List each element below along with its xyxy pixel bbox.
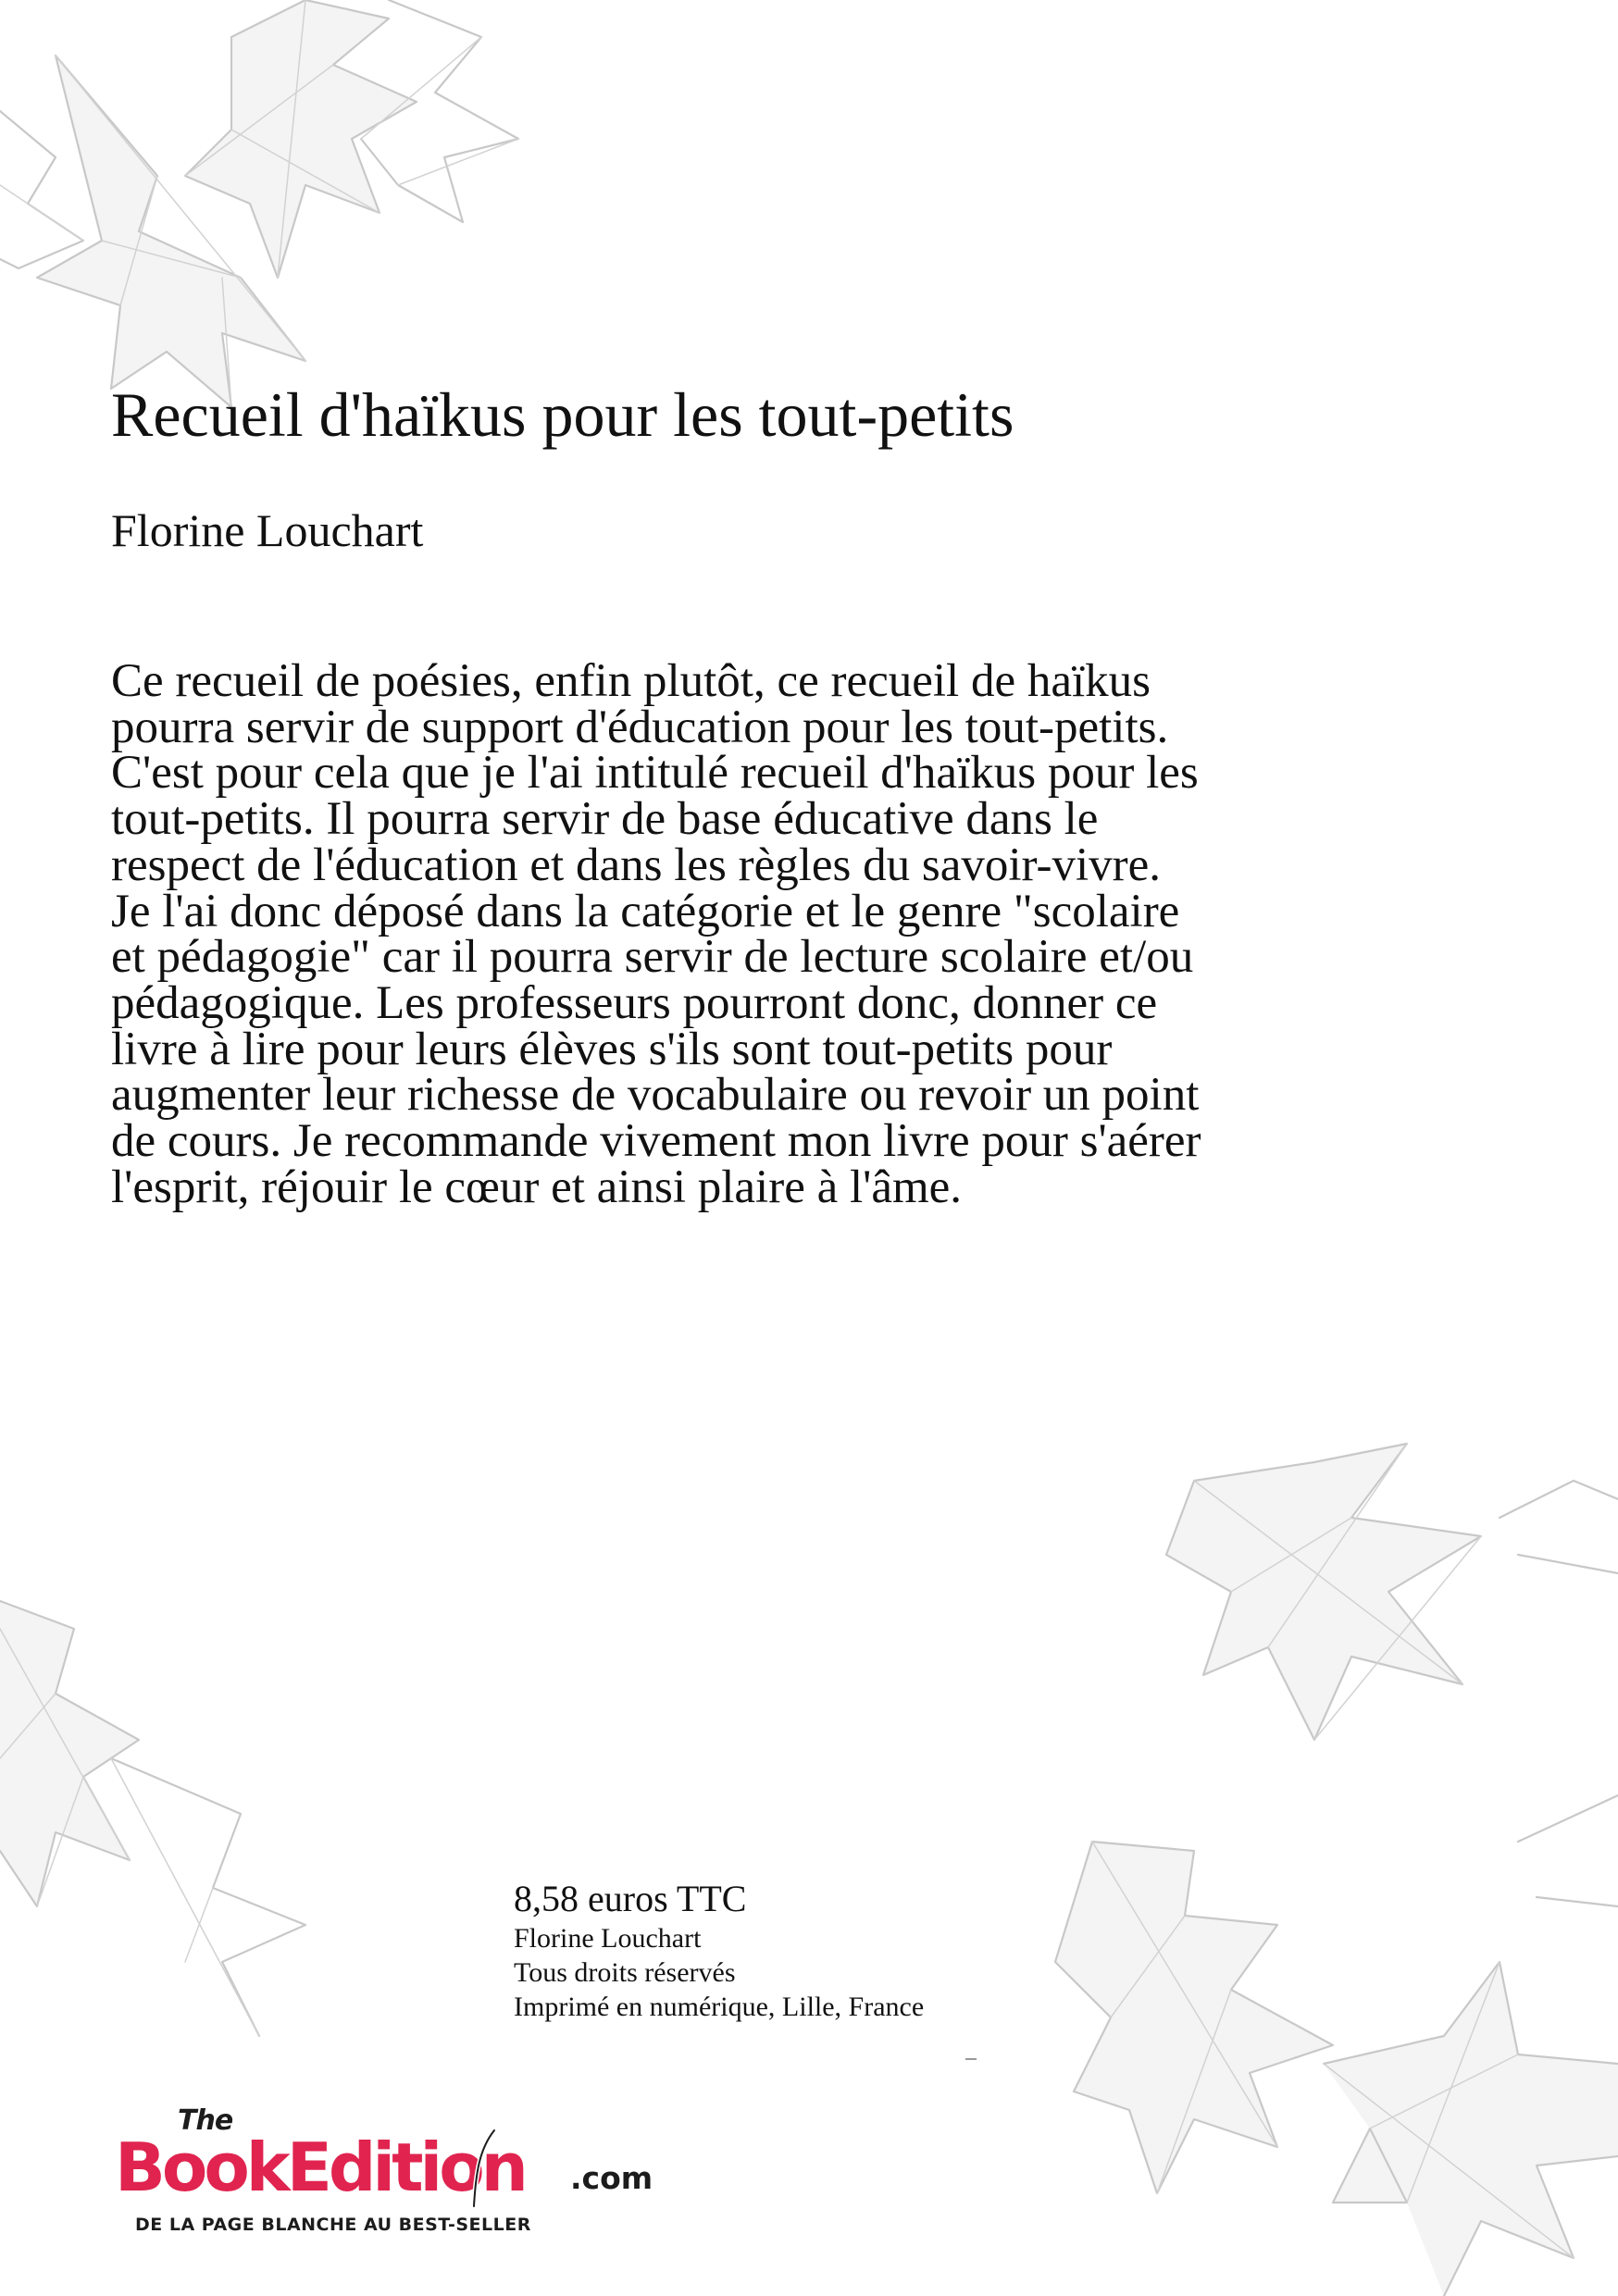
book-title: Recueil d'haïkus pour les tout-petits [111, 379, 1014, 450]
logo-prefix: The [178, 2104, 233, 2137]
colophon-printing: Imprimé en numérique, Lille, France [514, 1992, 925, 2022]
price: 8,58 euros TTC [514, 1878, 747, 1919]
colophon-author: Florine Louchart [514, 1923, 702, 1954]
divider [965, 2058, 977, 2060]
quill-icon [467, 2127, 504, 2210]
logo-tagline: DE LA PAGE BLANCHE AU BEST-SELLER [135, 2215, 531, 2235]
colophon-rights: Tous droits réservés [514, 1957, 736, 1988]
leaf-right-middle [1166, 1444, 1618, 1740]
leaf-top-left [0, 0, 518, 407]
logo-name: BookEdition [115, 2128, 525, 2206]
leaf-left-lower [0, 1601, 305, 2036]
book-summary: Ce recueil de poésies, enfin plutôt, ce recueil de haïkus pourra servir de support d'éducation pour les tout-petits. C'est pour cela que je l'ai intitulé recueil d'haïkus pour les tout-petits. Il pourra servir de base éducative dans le respect de l'éducation et dans les règles du savoir-vivre. Je l'ai donc déposé dans la catégorie et le genre "scolaire et pédagogie" car il pourra servir de lecture scolaire et/ou pédagogique. Les professeurs pourront donc, donner ce livre à lire pour leurs élèves s'ils sont tout-petits pour augmenter leur richesse de vocabulaire ou revoir un point de cours. Je recommande vivement mon livre pour s'aérer l'esprit, réjouir le cœur et ainsi plaire à l'âme. [111, 655, 1201, 1213]
colophon [514, 1877, 924, 2024]
publisher-logo [115, 2104, 689, 2243]
leaf-bottom-right [1055, 1795, 1618, 2296]
book-author: Florine Louchart [111, 504, 424, 556]
logo-suffix: .com [570, 2160, 653, 2196]
